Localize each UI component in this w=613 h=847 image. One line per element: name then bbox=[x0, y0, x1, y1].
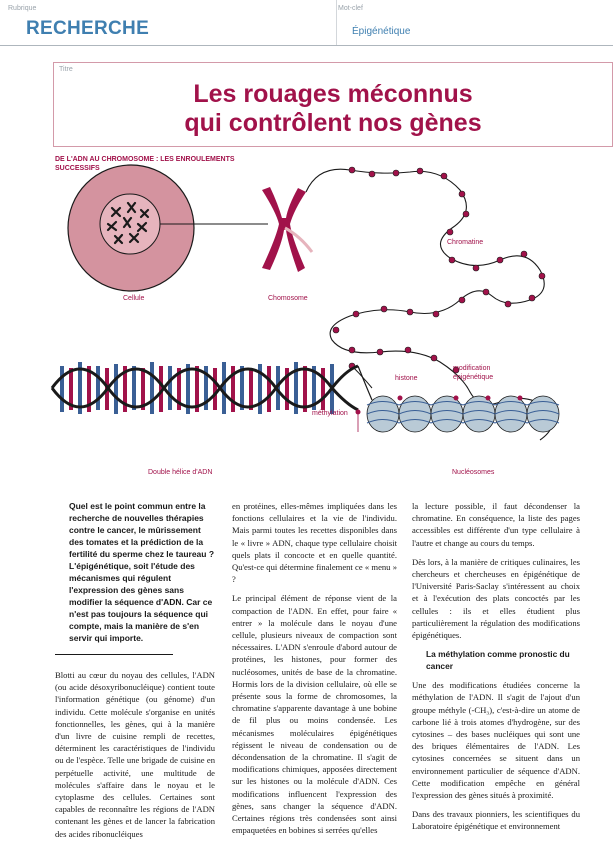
diagram-caption: DE L'ADN AU CHROMOSOME : LES ENROULEMENTS SUCCESSIFS bbox=[55, 156, 235, 172]
title-line-1: Les rouages méconnus bbox=[193, 80, 473, 108]
label-chromatine: Chromatine bbox=[447, 239, 484, 246]
label-modification-2: épigénétique bbox=[453, 374, 494, 381]
label-double-helice: Double hélice d'ADN bbox=[148, 469, 213, 476]
label-cellule: Cellule bbox=[123, 295, 145, 302]
chromatin-beads bbox=[333, 167, 545, 373]
nucleosome bbox=[399, 396, 431, 432]
label-histone: histone bbox=[395, 375, 418, 382]
nucleosome bbox=[527, 396, 559, 432]
paragraph: la lecture possible, il faut décondenser la chromatine. En conséquence, la liste des pages accessibles est différente d'un type cellulaire à l'autre et change au cours du temps. bbox=[412, 501, 580, 548]
lead-divider bbox=[55, 654, 173, 655]
paragraph: Dans des travaux pionniers, les scientifiques du Laboratoire épigénétique et environnement bbox=[412, 809, 580, 832]
paragraph: en protéines, elles-mêmes impliquées dans les fonctions cellulaires et la vie de l'individu. Mais parmi toutes les recettes disponibles dans le « livre » ADN, chaque type cellulaire choisit quels plats il concocte et en quelle quantité. Qu'est-ce qui détermine finalement ce « menu » ? bbox=[232, 501, 397, 585]
label-chromosome: Chomosome bbox=[268, 295, 308, 302]
header-divider bbox=[336, 0, 337, 45]
label-methylation: méthylation bbox=[312, 410, 348, 417]
motclef-value: Épigénétique bbox=[352, 26, 411, 37]
title-line-2: qui contrôlent nos gènes bbox=[184, 109, 482, 137]
nucleosome bbox=[463, 396, 495, 432]
rubrique-value: RECHERCHE bbox=[26, 18, 150, 39]
article-lead: Quel est le point commun entre la recherche de nouvelles thérapies contre le cancer, le mûrissement des tomates et la prédiction de la fertilité du sperme chez le taureau ? L'épigénétique, soit l'étude des mécanismes qui régulent l'expression des gènes sans modifier la séquence d'ADN. Car ce n'est pas toujours la séquence qui compte, mais la manière de s'en servir qui importe. bbox=[69, 501, 215, 643]
cell-illustration bbox=[68, 165, 194, 291]
motclef-label: Mot-clef bbox=[338, 5, 363, 12]
header-rule bbox=[0, 45, 613, 46]
chromosome-illustration bbox=[262, 187, 312, 272]
page-title bbox=[54, 80, 612, 138]
nucleosome bbox=[431, 396, 463, 432]
nucleosome bbox=[495, 396, 527, 432]
title-box bbox=[53, 62, 613, 147]
article-column-1 bbox=[55, 500, 215, 847]
article-column-2 bbox=[232, 500, 397, 843]
dna-double-helix bbox=[52, 362, 372, 414]
label-modification-1: modification bbox=[453, 365, 491, 372]
paragraph: Blotti au cœur du noyau des cellules, l'ADN (ou acide désoxyribonucléique) contient toute l'information génétique (ou génome) d'un individu. Cette molécule s'organise en unités fonctionnelles, les gènes, qui à la manière d'un livre de cuisine rempli de recettes, déterminent les caractéristiques de l'individu ou de l'espèce. Telle une brigade de cuisine en perpétuelle activité, une multitude de molécules s'affaire dans le noyau et le cytoplasme des cellules. Certaines sont capables de reconnaître les régions de l'ADN contenant les gènes et de lancer la fabrication des acides ribonucléiques bbox=[55, 670, 215, 839]
paragraph: Une des modifications étudiées concerne la méthylation de l'ADN. Il s'agit de l'ajout d'un groupe méthyle (-CH₃), c'est-à-dire un atome de carbone lié à trois atomes d'hydrogène, sur des cytosines – des bases nucléiques qui sont une des briques élémentaires de l'ADN. Les cytosines concernées se situent dans un environnement particulier de séquence d'ADN. Cette modification empêche en général l'expression des gènes situés à proximité. bbox=[412, 680, 580, 801]
paragraph: Le principal élément de réponse vient de la compaction de l'ADN. En effet, pour faire « entrer » la molécule dans le noyau d'une cellule, plusieurs niveaux de compaction sont nécessaires. L'ADN s'enroule d'abord autour de protéines, les histones, pour former des nucléosomes, unités de base de la chromatine. Hormis lors de la division cellulaire, où elle se présente sous la forme de chromosomes, la chromatine s'apparente davantage à une bobine de fil plus ou moins condensée. Les mécanismes moléculaires épigénétiques régissent le niveau de condensation ou de décondensation de la chromatine. Il s'agit de modifications chimiques, apposées directement sur les histones ou la molécule d'ADN. Ces modifications influencent l'expression des gènes, sans changer la séquence d'ADN. Certaines régions très condensées sont ainsi empaquetées en bobines si serrées qu'elles bbox=[232, 593, 397, 836]
label-nucleosomes: Nucléosomes bbox=[452, 469, 495, 476]
dna-compaction-diagram bbox=[0, 150, 613, 485]
titre-label: Titre bbox=[59, 66, 73, 73]
nucleosome bbox=[367, 396, 399, 432]
rubrique-label: Rubrique bbox=[8, 5, 37, 12]
section-subheading: La méthylation comme pronostic du cancer bbox=[426, 649, 570, 672]
paragraph: Dès lors, à la manière de critiques culinaires, les chercheurs et chercheuses en épigénétique de l'Université Paris-Saclay s'intéressent au choix et à l'exécution des plats concoctés par les cellules : ils et elles étudient plus particulièrement la régulation des modifications épigénétiques. bbox=[412, 556, 580, 641]
article-column-3 bbox=[412, 500, 580, 840]
